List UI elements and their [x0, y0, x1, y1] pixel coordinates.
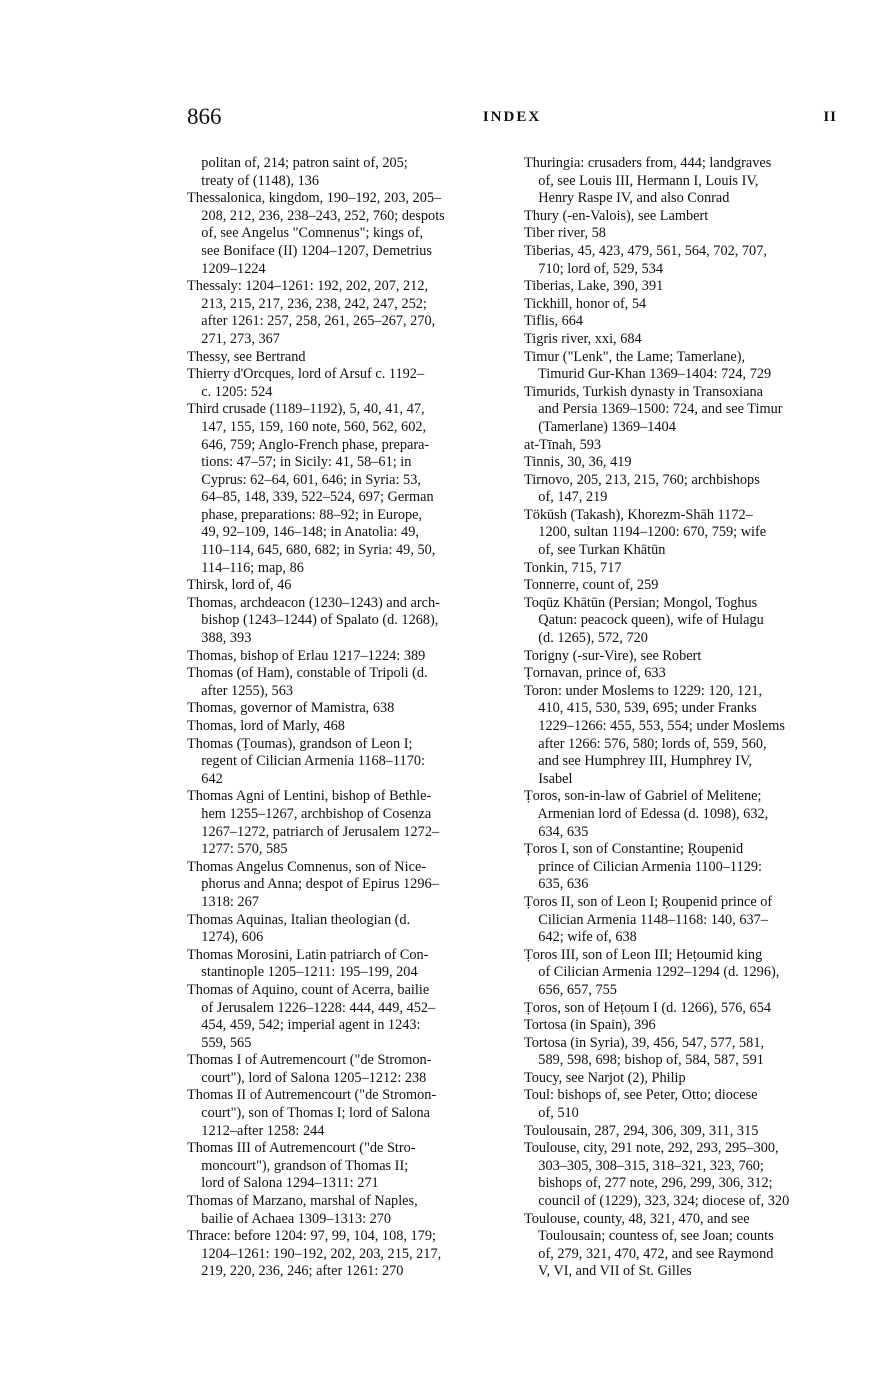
index-line: Thomas (Ṭoumas), grandson of Leon I; — [187, 735, 413, 752]
index-column-right — [524, 155, 837, 1281]
index-line: Ṭoros I, son of Constantine; Ṛoupenid — [524, 841, 744, 858]
index-line: Torigny (-sur-Vire), see Robert — [524, 647, 702, 664]
index-line: 589, 598, 698; bishop of, 584, 587, 591 — [524, 1052, 764, 1069]
index-line: Tickhill, honor of, 54 — [524, 295, 647, 312]
index-line: (Tamerlane) 1369–1404 — [524, 418, 676, 435]
index-line: prince of Cilician Armenia 1100–1129: — [524, 858, 762, 875]
index-line: tions: 47–57; in Sicily: 41, 58–61; in — [187, 454, 412, 471]
running-title: INDEX — [482, 109, 542, 125]
index-line: after 1266: 576, 580; lords of, 559, 560, — [524, 735, 767, 752]
index-line: 454, 459, 542; imperial agent in 1243: — [187, 1017, 421, 1034]
index-line: of, 279, 321, 470, 472, and see Raymond — [524, 1245, 774, 1262]
index-line: Cilician Armenia 1148–1168: 140, 637– — [524, 911, 768, 928]
index-line: of, see Turkan Khātūn — [524, 542, 666, 559]
index-line: Thomas Morosini, Latin patriarch of Con- — [187, 946, 429, 963]
index-line: 635, 636 — [524, 876, 589, 893]
index-line: Thomas, archdeacon (1230–1243) and arch- — [187, 594, 440, 611]
index-line: 1318: 267 — [187, 893, 259, 910]
index-line: Toulouse, city, 291 note, 292, 293, 295–300, — [524, 1140, 779, 1157]
index-line: Tinnis, 30, 36, 419 — [524, 454, 632, 471]
index-line: Thomas of Aquino, count of Acerra, bailie — [187, 981, 430, 998]
index-line: Isabel — [524, 770, 573, 787]
index-line: Tiberias, Lake, 390, 391 — [524, 278, 664, 295]
index-line: 271, 273, 367 — [187, 330, 280, 347]
index-line: 646, 759; Anglo-French phase, prepara- — [187, 436, 430, 453]
index-line: Third crusade (1189–1192), 5, 40, 41, 47, — [187, 401, 425, 418]
index-line: phorus and Anna; despot of Epirus 1296– — [187, 876, 439, 893]
index-line: 388, 393 — [187, 630, 252, 647]
index-line: 410, 415, 530, 539, 695; under Franks — [524, 700, 757, 717]
index-line: of, 147, 219 — [524, 489, 608, 506]
index-line: Tökūsh (Takash), Khorezm-Shāh 1172– — [524, 506, 753, 523]
page-number: 866 — [187, 104, 222, 129]
index-line: Ṭoros, son of Heṭoum I (d. 1266), 576, 654 — [524, 999, 771, 1016]
index-line: 1212–after 1258: 244 — [187, 1122, 325, 1139]
index-line: bailie of Achaea 1309–1313: 270 — [187, 1210, 392, 1227]
index-line: moncourt"), grandson of Thomas II; — [187, 1157, 409, 1174]
index-line: Cyprus: 62–64, 601, 646; in Syria: 53, — [187, 471, 421, 488]
index-line: phase, preparations: 88–92; in Europe, — [187, 506, 423, 523]
index-line: Thessaly: 1204–1261: 192, 202, 207, 212, — [187, 278, 429, 295]
index-line: Thomas, governor of Mamistra, 638 — [187, 700, 395, 717]
index-line: regent of Cilician Armenia 1168–1170: — [187, 753, 425, 770]
index-line: Toulousain, 287, 294, 306, 309, 311, 315 — [524, 1122, 759, 1139]
index-line: Thomas I of Autremencourt ("de Stromon- — [187, 1052, 432, 1069]
index-line: Thomas, lord of Marly, 468 — [187, 718, 345, 734]
index-line: Tortosa (in Syria), 39, 456, 547, 577, 581, — [524, 1034, 765, 1051]
index-line: 1277: 570, 585 — [187, 841, 288, 858]
index-line: Tortosa (in Spain), 396 — [524, 1017, 656, 1034]
index-line: 642; wife of, 638 — [524, 929, 637, 946]
index-line: court"), son of Thomas I; lord of Salona — [187, 1105, 431, 1122]
index-line: Qatun: peacock queen), wife of Hulagu — [524, 612, 764, 629]
index-line: at-Tīnah, 593 — [524, 436, 602, 453]
index-line: after 1261: 257, 258, 261, 265–267, 270, — [187, 313, 436, 330]
index-line: court"), lord of Salona 1205–1212: 238 — [187, 1069, 427, 1086]
index-line: Thomas (of Ham), constable of Tripoli (d. — [187, 665, 428, 682]
index-line: Thomas III of Autremencourt ("de Stro- — [187, 1140, 416, 1157]
index-line: of, see Angelus "Comnenus"; kings of, — [187, 225, 424, 242]
index-line: Toulouse, county, 48, 321, 470, and see — [524, 1210, 750, 1227]
index-line: Ṭoros, son-in-law of Gabriel of Melitene; — [524, 788, 762, 805]
index-line: Henry Raspe IV, and also Conrad — [524, 190, 730, 207]
index-line: Thomas of Marzano, marshal of Naples, — [187, 1193, 418, 1210]
index-line: Thomas II of Autremencourt ("de Stromon- — [187, 1087, 437, 1104]
index-line: Tiberias, 45, 423, 479, 561, 564, 702, 707, — [524, 242, 767, 259]
index-line: 710; lord of, 529, 534 — [524, 260, 663, 277]
index-line: V, VI, and VII of St. Gilles — [524, 1263, 692, 1280]
index-line: Tiflis, 664 — [524, 313, 584, 330]
index-line: of Jerusalem 1226–1228: 444, 449, 452– — [187, 999, 436, 1016]
index-line: Toucy, see Narjot (2), Philip — [524, 1069, 686, 1086]
index-line: Thomas Angelus Comnenus, son of Nice- — [187, 858, 427, 875]
index-column-left — [187, 155, 500, 1281]
index-line: Toul: bishops of, see Peter, Otto; diocese — [524, 1087, 758, 1104]
index-line: Thessalonica, kingdom, 190–192, 203, 205– — [187, 190, 442, 207]
index-line: of, 510 — [524, 1105, 579, 1122]
index-line: Thrace: before 1204: 97, 99, 104, 108, 179; — [187, 1228, 436, 1245]
index-line: bishops of, 277 note, 296, 299, 306, 312; — [524, 1175, 773, 1192]
index-line: Thuringia: crusaders from, 444; landgraves — [524, 155, 772, 171]
index-line: of, see Louis III, Hermann I, Louis IV, — [524, 172, 759, 189]
index-line: stantinople 1205–1211: 195–199, 204 — [187, 964, 418, 981]
index-line: lord of Salona 1294–1311: 271 — [187, 1175, 379, 1192]
index-line: 1229–1266: 455, 553, 554; under Moslems — [524, 718, 785, 734]
index-line: Tiber river, 58 — [524, 225, 606, 242]
index-line: Tigris river, xxi, 684 — [524, 330, 642, 347]
index-line: 642 — [187, 770, 223, 787]
index-line: 1209–1224 — [187, 260, 266, 277]
index-line: 213, 215, 217, 236, 238, 242, 247, 252; — [187, 295, 427, 312]
index-line: Toqūz Khātūn (Persian; Mongol, Toghus — [524, 594, 758, 611]
index-line: Ṭoros II, son of Leon I; Ṛoupenid prince of — [524, 893, 773, 910]
index-line: after 1255), 563 — [187, 682, 294, 699]
index-line: Thierry d'Orcques, lord of Arsuf c. 1192– — [187, 366, 425, 383]
index-line: Thomas, bishop of Erlau 1217–1224: 389 — [187, 647, 426, 664]
index-line: Toron: under Moslems to 1229: 120, 121, — [524, 682, 763, 699]
index-line: Thomas Agni of Lentini, bishop of Bethle- — [187, 788, 432, 805]
index-line: 110–114, 645, 680, 682; in Syria: 49, 50, — [187, 542, 436, 559]
volume-number: II — [823, 109, 837, 125]
page-header — [187, 104, 837, 134]
index-line: Ṭornavan, prince of, 633 — [524, 665, 666, 682]
index-line: hem 1255–1267, archbishop of Cosenza — [187, 805, 432, 822]
index-line: 1204–1261: 190–192, 202, 203, 215, 217, — [187, 1245, 442, 1262]
index-line: Tonkin, 715, 717 — [524, 559, 622, 576]
index-line: Thessy, see Bertrand — [187, 348, 306, 365]
index-line: 64–85, 148, 339, 522–524, 697; German — [187, 489, 434, 506]
index-line: Timur ("Lenk", the Lame; Tamerlane), — [524, 348, 746, 365]
index-line: politan of, 214; patron saint of, 205; — [187, 155, 408, 171]
index-line: bishop (1243–1244) of Spalato (d. 1268), — [187, 612, 439, 629]
index-line: Toulousain; countess of, see Joan; counts — [524, 1228, 774, 1245]
index-line: 634, 635 — [524, 823, 589, 840]
index-line: see Boniface (II) 1204–1207, Demetrius — [187, 242, 432, 259]
index-line: 147, 155, 159, 160 note, 560, 562, 602, — [187, 418, 427, 435]
index-line: c. 1205: 524 — [187, 383, 273, 400]
index-line: 1200, sultan 1194–1200: 670, 759; wife — [524, 524, 767, 541]
index-line: council of (1229), 323, 324; diocese of, 320 — [524, 1193, 790, 1210]
index-line: Armenian lord of Edessa (d. 1098), 632, — [524, 805, 769, 822]
index-line: Tirnovo, 205, 213, 215, 760; archbishops — [524, 471, 760, 488]
index-line: 656, 657, 755 — [524, 981, 617, 998]
index-line: 114–116; map, 86 — [187, 559, 304, 576]
index-line: and Persia 1369–1500: 724, and see Timur — [524, 401, 783, 418]
index-line: of Cilician Armenia 1292–1294 (d. 1296), — [524, 964, 780, 981]
index-line: Tonnerre, count of, 259 — [524, 577, 659, 594]
index-line: 208, 212, 236, 238–243, 252, 760; despots — [187, 207, 445, 224]
index-line: 559, 565 — [187, 1034, 252, 1051]
index-line: and see Humphrey III, Humphrey IV, — [524, 753, 753, 770]
index-line: Thirsk, lord of, 46 — [187, 577, 292, 594]
index-line: treaty of (1148), 136 — [187, 172, 320, 189]
index-line: 1267–1272, patriarch of Jerusalem 1272– — [187, 823, 440, 840]
index-line: (d. 1265), 572, 720 — [524, 630, 648, 647]
index-line: Thomas Aquinas, Italian theologian (d. — [187, 911, 411, 928]
index-line: 303–305, 308–315, 318–321, 323, 760; — [524, 1157, 764, 1174]
index-line: Ṭoros III, son of Leon III; Heṭoumid king — [524, 946, 763, 963]
index-line: 219, 220, 236, 246; after 1261: 270 — [187, 1263, 404, 1280]
index-line: Timurid Gur-Khan 1369–1404: 724, 729 — [524, 366, 772, 383]
index-line: 1274), 606 — [187, 929, 264, 946]
index-line: 49, 92–109, 146–148; in Anatolia: 49, — [187, 524, 419, 541]
index-line: Timurids, Turkish dynasty in Transoxiana — [524, 383, 763, 400]
index-line: Thury (-en-Valois), see Lambert — [524, 207, 709, 224]
